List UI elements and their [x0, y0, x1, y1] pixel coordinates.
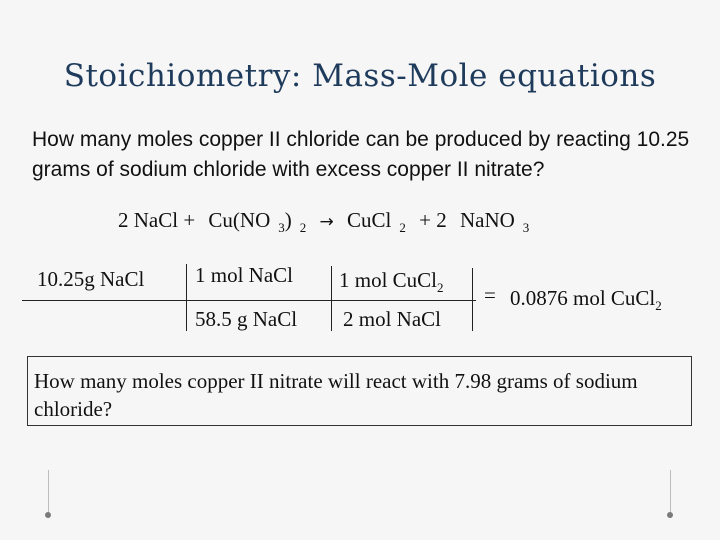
given-mass: 10.25g NaCl [37, 267, 145, 291]
left-decor-line [48, 470, 49, 518]
factor2-denominator: 2 mol NaCl [343, 307, 441, 331]
reaction-arrow-icon: → [319, 212, 334, 232]
equals-sign: = [484, 283, 496, 307]
question-text: How many moles copper II chloride can be produced by reacting 10.25 grams of sodium chloride with excess copper II nitrate? [32, 128, 690, 181]
left-decor-dot [45, 512, 51, 518]
fraction-bar [22, 300, 476, 301]
right-decor-line [670, 470, 671, 518]
product-sodium-nitrate: NaNO $_3$ [459, 208, 530, 235]
product-copper-chloride: CuCl $_2$ [347, 208, 406, 235]
followup-question-text: How many moles copper II nitrate will react with 7.98 grams of sodium chloride? [34, 369, 638, 421]
factor1-numerator: 1 mol NaCl [195, 263, 293, 287]
plus-coefficient: + 2 [419, 208, 447, 232]
column-divider-3 [472, 268, 473, 331]
reactant-nacl: 2 NaCl + [118, 208, 196, 232]
right-decor-dot [667, 512, 673, 518]
factor1-denominator: 58.5 g NaCl [195, 307, 298, 331]
followup-question-box [27, 356, 692, 426]
slide-title: Stoichiometry: Mass-Mole equations [63, 58, 657, 94]
reactant-copper-nitrate: Cu(NO $_3$) $_2$ [208, 208, 307, 235]
balanced-equation [118, 208, 537, 233]
factor2-numerator: 1 mol CuCl$_2$ [339, 268, 444, 295]
column-divider-2 [331, 266, 332, 331]
column-divider-1 [186, 264, 187, 331]
calculation-result: 0.0876 mol CuCl$_2$ [510, 286, 662, 313]
